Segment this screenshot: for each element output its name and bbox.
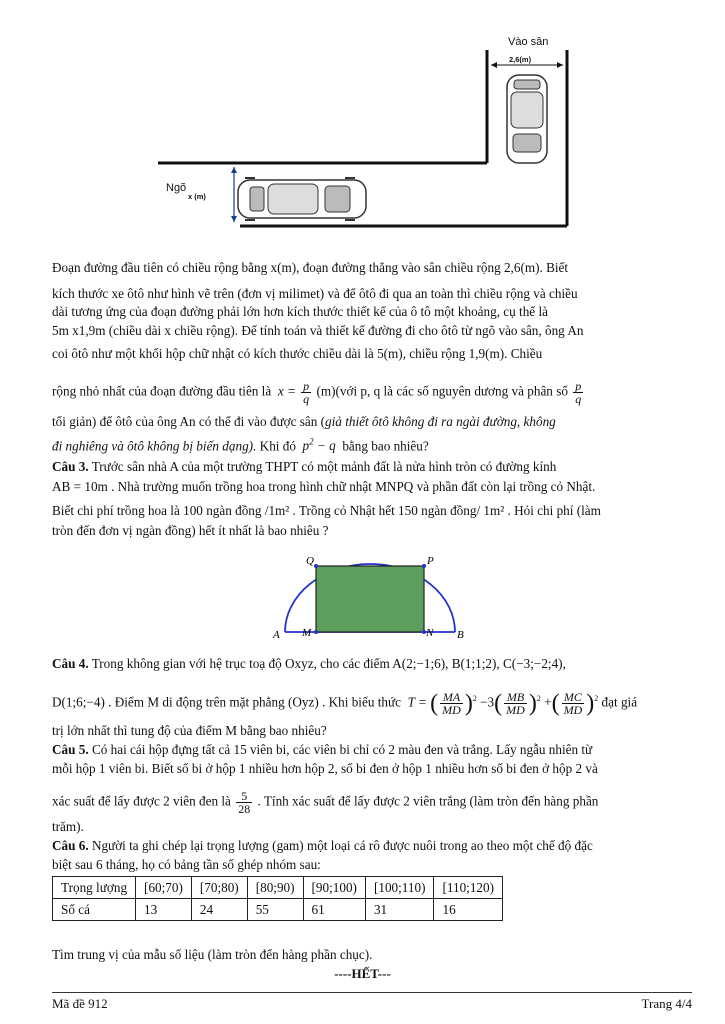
table-cell: [70;80) (191, 877, 247, 899)
p5-line3: xác suất để lấy được 2 viên đen là $\frac{5}{28}$ . Tính xác suất để lấy được 2 viên trắng (làm tròn đến hàng phần (52, 789, 599, 816)
p6-question: Tìm trung vị của mẫu số liệu (làm tròn đến hàng phần chục). (52, 947, 373, 962)
label-q: Q (306, 555, 314, 567)
p2-line4: 5m x1,9m (chiều dài x chiều rộng). Để tính toán và thiết kế đường đi cho ôtô từ ngõ vào sân, ông An (52, 323, 584, 338)
p2-line1: Đoạn đường đầu tiên có chiều rộng bằng x(m), đoạn đường thẳng vào sân chiều rộng 2,6(m). Biết (52, 260, 569, 275)
p4-head: Câu 4. (52, 656, 89, 671)
p2-line2: kích thước xe ôtô như hình vẽ trên (đơn vị milimet) và để ôtô đi qua an toàn thì chiều rộng và chiều (52, 286, 578, 301)
p2-line5: coi ôtô như một khối hộp chữ nhật có kích thước chiều dài là 5(m), chiều rộng 1,9(m). Chiều (52, 346, 543, 361)
p2-line6a: rộng nhỏ nhất của đoạn đường đầu tiên là (52, 383, 272, 399)
table-cell: 31 (365, 899, 434, 921)
table-cell: [60;70) (136, 877, 192, 899)
fraction-5-28: $\frac{5}{28}$ (238, 789, 251, 816)
footer-code: Mã đề 912 (52, 996, 108, 1011)
label-m: M (302, 627, 312, 639)
fraction-p-q-2: $\frac{p}{q}$ (575, 379, 582, 406)
label-b: B (457, 629, 464, 641)
table-cell: 61 (303, 899, 365, 921)
p2-line6: rộng nhỏ nhất của đoạn đường đầu tiên là x = $\frac{p}{q}$ (m)(với p, q là các số nguyên dương và phân số $\frac{p}{q}$ (52, 379, 582, 406)
label-vao-san: Vào sân (508, 36, 549, 48)
footer-page: Trang 4/4 (641, 996, 692, 1011)
fraction-p-q: $\frac{p}{q}$ (303, 379, 310, 406)
p3-head: Câu 3. (52, 459, 89, 474)
p2-line8b: Khi đó (259, 438, 296, 454)
table-cell: 16 (434, 899, 503, 921)
car-vertical (507, 75, 547, 163)
p6-line1: Câu 6. Người ta ghi chép lại trọng lượng (gam) một loại cá rô được nuôi trong ao theo một chế độ đặc (52, 838, 593, 853)
table-cell: 24 (191, 899, 247, 921)
semicircle-figure (270, 552, 470, 646)
p4-line2: D(1;6;−4) . Điểm M di động trên mặt phẳng (Oyz) . Khi biểu thức T = ( $\frac{MA}{MD}$ )$^2$ −3( $\frac{MB}{MD}$ )$^2$ +( $\frac{MC}{MD}$ )$^2$ đạt giá (52, 689, 638, 717)
table-cell: Số cá (53, 899, 136, 921)
label-n: N (426, 627, 434, 639)
label-san-width: 2,6(m) (509, 55, 532, 64)
p5-line1: Câu 5. Có hai cái hộp đựng tất cả 15 viên bi, các viên bi chỉ có 2 màu đen và trắng. Lấy ngẫu nhiên từ (52, 742, 593, 757)
table-cell: 55 (247, 899, 303, 921)
table-row (53, 899, 503, 921)
label-ngo: Ngõ (166, 182, 187, 194)
table-cell: 13 (136, 899, 192, 921)
p3-line1: Câu 3. Trước sân nhà A của một trường THPT có một mảnh đất là nửa hình tròn có đường kính (52, 459, 557, 474)
table-cell: Trọng lượng (53, 877, 136, 899)
p2-line6b: (m)(với p, q là các số nguyên dương và phân số (316, 383, 568, 399)
label-p: P (427, 555, 434, 567)
label-a: A (273, 629, 280, 641)
rectangle-mnpq (316, 566, 424, 632)
table-cell: [110;120) (434, 877, 503, 899)
label-ngo-width: x (m) (188, 192, 206, 201)
table-cell: [90;100) (303, 877, 365, 899)
p2-line7-italic: giả thiết ôtô không đi ra ngài đường, không (325, 414, 556, 429)
p5-line2: mỗi hộp 1 viên bi. Biết số bi ở hộp 1 nhiều hơn hộp 2, số bi đen ở hộp 1 nhiều hơn số bi đen ở hộp 2 và (52, 761, 598, 776)
table-row (53, 877, 503, 899)
car-horizontal (238, 178, 366, 220)
p6-line2: biệt sau 6 tháng, họ có bảng tần số ghép nhóm sau: (52, 857, 321, 872)
p2-line3: dài tương ứng của đoạn đường phải lớn hơn kích thước thiết kế của ô tô một khoảng, cụ thể là (52, 304, 548, 319)
p2-line8-italic: đi nghiêng và ôtô không bị biến dạng). (52, 438, 257, 454)
p3-line2: AB = 10m . Nhà trường muốn trồng hoa trong hình chữ nhật MNPQ và phần đất còn lại trồng cỏ Nhật. (52, 479, 596, 494)
p2-line7a: tối giản) để ôtô của ông An có thể đi vào được sân ( (52, 414, 326, 429)
table-cell: [80;90) (247, 877, 303, 899)
footer-divider (52, 992, 692, 993)
p4-line1: Câu 4. Trong không gian với hệ trục toạ độ Oxyz, cho các điểm A(2;−1;6), B(1;1;2), C(−3;−2;4), (52, 656, 566, 671)
p5-head: Câu 5. (52, 742, 89, 757)
p3-line4: tròn đến đơn vị ngàn đồng) hết ít nhất là bao nhiêu ? (52, 523, 329, 538)
p2-line8: đi nghiêng và ôtô không bị biến dạng). Khi đó $p^2 - q$ bằng bao nhiêu? (52, 437, 429, 454)
p6-head: Câu 6. (52, 838, 89, 853)
p5-line4: trăm). (52, 819, 84, 834)
p2-line7 (52, 413, 556, 431)
p2-line8c: bằng bao nhiêu? (342, 438, 429, 454)
p4-line3: trị lớn nhất thì tung độ của điểm M bằng bao nhiêu? (52, 723, 327, 738)
end-mark: ----HẾT--- (334, 966, 391, 981)
frequency-table (52, 876, 503, 921)
p3-line3: Biết chi phí trồng hoa là 100 ngàn đồng /1m² . Trồng cỏ Nhật hết 150 ngàn đồng/ 1m² . Hỏi chi phí (làm (52, 503, 601, 518)
road-diagram (150, 30, 590, 235)
table-cell: [100;110) (365, 877, 434, 899)
